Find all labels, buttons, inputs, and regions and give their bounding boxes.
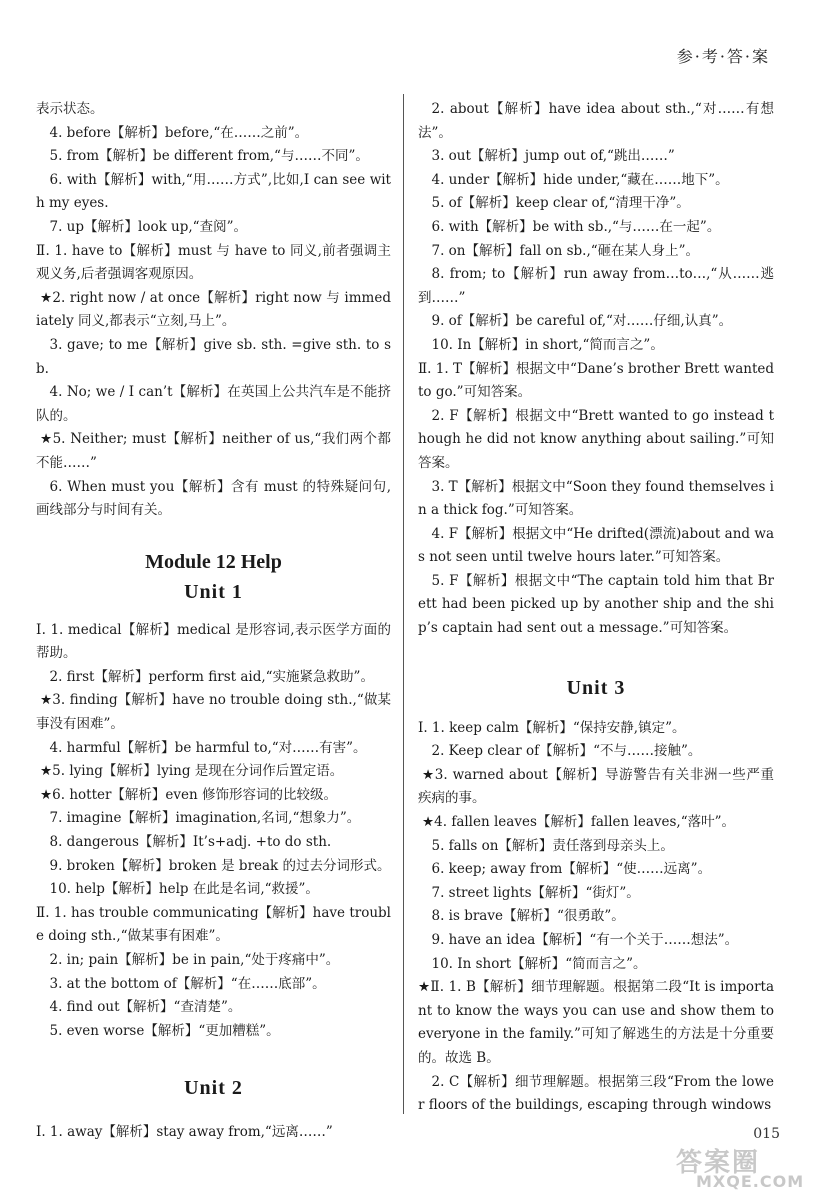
answer-line: 7. up【解析】look up,“查阅”。 bbox=[49, 218, 247, 235]
unit-heading: Unit 1 bbox=[184, 580, 243, 603]
answer-line: 8. is brave【解析】“很勇敢”。 bbox=[431, 908, 625, 925]
page-header-title: 参·考·答·案 bbox=[676, 47, 770, 66]
answer-line: Ⅱ. 1. T【解析】根据文中“Dane’s brother Brett wanted to go.”可知答案。 bbox=[418, 360, 774, 401]
answer-line: 6. keep; away from【解析】“使……远离”。 bbox=[431, 861, 712, 878]
answer-line: 2. in; pain【解析】be in pain,“处于疼痛中”。 bbox=[49, 952, 340, 968]
answer-line: 3. out【解析】jump out of,“跳出……” bbox=[431, 148, 675, 165]
answer-line: 3. T【解析】根据文中“Soon they found themselves in a thick fog.”可知答案。 bbox=[418, 478, 774, 519]
left-column bbox=[36, 98, 391, 1145]
answer-line: 10. In short【解析】“简而言之”。 bbox=[431, 955, 647, 972]
page-number: 015 bbox=[753, 1126, 780, 1142]
answer-line: 7. street lights【解析】“街灯”。 bbox=[431, 884, 640, 901]
answer-line: Ⅰ. 1. away【解析】stay away from,“远离……” bbox=[36, 1124, 333, 1141]
answer-line: 5. from【解析】be different from,“与……不同”。 bbox=[49, 148, 369, 165]
unit-heading: Unit 2 bbox=[184, 1077, 243, 1100]
answer-line: 2. F【解析】根据文中“Brett wanted to go instead though he did not know anything about sailing.”可知答案。 bbox=[418, 407, 774, 471]
watermark-url: MXQE.COM bbox=[696, 1172, 805, 1191]
answer-line: 4. F【解析】根据文中“He drifted(漂流)about and was not seen until twelve hours later.”可知答案。 bbox=[418, 525, 774, 566]
answer-line: 表示状态。 bbox=[36, 101, 104, 117]
answer-line: 5. even worse【解析】“更加糟糕”。 bbox=[49, 1022, 280, 1039]
answer-line: 5. falls on【解析】责任落到母亲头上。 bbox=[431, 837, 674, 854]
answer-line: 5. F【解析】根据文中“The captain told him that Brett had been picked up by another ship and the ship’s captain had sent out a message.”可知答案。 bbox=[418, 572, 774, 637]
answer-line: ★2. right now / at once【解析】right now 与 immediately 同义,都表示“立刻,马上”。 bbox=[36, 289, 391, 330]
answer-line: 9. have an idea【解析】“有一个关于……想法”。 bbox=[431, 932, 739, 948]
column-divider bbox=[403, 94, 404, 1114]
answer-line: ★5. Neither; must【解析】neither of us,“我们两个都不能……” bbox=[36, 431, 391, 471]
answer-line: 4. under【解析】hide under,“藏在……地下”。 bbox=[431, 171, 729, 188]
answer-line: ★5. lying【解析】lying 是现在分词作后置定语。 bbox=[40, 763, 344, 780]
answer-line: 8. dangerous【解析】It’s+adj. +to do sth. bbox=[49, 834, 332, 851]
answer-line: 6. with【解析】with,“用……方式”,比如,I can see with my eyes. bbox=[36, 171, 391, 212]
answer-line: 3. gave; to me【解析】give sb. sth. =give sth. to sb. bbox=[36, 336, 391, 377]
answer-line: 9. of【解析】be careful of,“对……仔细,认真”。 bbox=[431, 313, 733, 330]
answer-line: 2. C【解析】细节理解题。根据第三段“From the lower floors of the buildings, escaping through windows bbox=[418, 1073, 774, 1114]
module-heading: Module 12 Help bbox=[145, 550, 282, 573]
answer-line: Ⅱ. 1. have to【解析】must 与 have to 同义,前者强调主观义务,后者强调客观原因。 bbox=[36, 242, 391, 283]
answer-line: 10. help【解析】help 在此是名词,“救援”。 bbox=[49, 881, 319, 898]
answer-line: ★6. hotter【解析】even 修饰形容词的比较级。 bbox=[40, 786, 338, 803]
answer-line: 4. No; we / I can’t【解析】在英国上公共汽车是不能挤队的。 bbox=[36, 384, 391, 424]
answer-line: 2. first【解析】perform first aid,“实施紧急救助”。 bbox=[49, 668, 374, 685]
answer-line: 6. with【解析】be with sb.,“与……在一起”。 bbox=[431, 218, 721, 235]
answer-line: 7. imagine【解析】imagination,名词,“想象力”。 bbox=[49, 810, 361, 827]
answer-line: 10. In【解析】in short,“简而言之”。 bbox=[431, 336, 664, 353]
answer-line: 2. Keep clear of【解析】“不与……接触”。 bbox=[431, 743, 702, 760]
answer-line: ★3. warned about【解析】导游警告有关非洲一些严重疾病的事。 bbox=[418, 766, 774, 807]
answer-line: ★Ⅱ. 1. B【解析】细节理解题。根据第二段“It is important to know the ways you can use and show them to everyone in the family.”可知了解逃生的方法是十分重要的。故选 B。 bbox=[418, 979, 774, 1066]
watermark-logo bbox=[676, 1142, 808, 1194]
unit-heading: Unit 3 bbox=[566, 676, 626, 699]
answer-line: 4. find out【解析】“查清楚”。 bbox=[49, 999, 242, 1016]
answer-line: 9. broken【解析】broken 是 break 的过去分词形式。 bbox=[49, 857, 391, 874]
answer-line: 3. at the bottom of【解析】“在……底部”。 bbox=[49, 975, 326, 992]
answer-line: ★3. finding【解析】have no trouble doing sth.,“做某事没有困难”。 bbox=[36, 692, 391, 733]
answer-line: Ⅰ. 1. medical【解析】medical 是形容词,表示医学方面的帮助。 bbox=[36, 621, 391, 662]
right-column bbox=[418, 98, 774, 1118]
answer-line: 8. from; to【解析】run away from…to…,“从……逃到……” bbox=[418, 266, 774, 306]
watermark-logo-text: 答案圈 bbox=[676, 1148, 761, 1178]
answer-line: Ⅰ. 1. keep calm【解析】“保持安静,镇定”。 bbox=[418, 719, 686, 736]
answer-line: ★4. fallen leaves【解析】fallen leaves,“落叶”。 bbox=[422, 814, 736, 831]
answer-line: 5. of【解析】keep clear of,“清理干净”。 bbox=[431, 195, 690, 212]
answer-line: 4. harmful【解析】be harmful to,“对……有害”。 bbox=[49, 739, 367, 756]
answer-line: 7. on【解析】fall on sb.,“砸在某人身上”。 bbox=[431, 242, 700, 259]
answer-line: 6. When must you【解析】含有 must 的特殊疑问句,画线部分与时间有关。 bbox=[36, 478, 391, 519]
answer-line: Ⅱ. 1. has trouble communicating【解析】have trouble doing sth.,“做某事有困难”。 bbox=[36, 904, 391, 945]
answer-line: 4. before【解析】before,“在……之前”。 bbox=[49, 124, 309, 141]
answer-line: 2. about【解析】have idea about sth.,“对……有想法”。 bbox=[418, 101, 774, 141]
